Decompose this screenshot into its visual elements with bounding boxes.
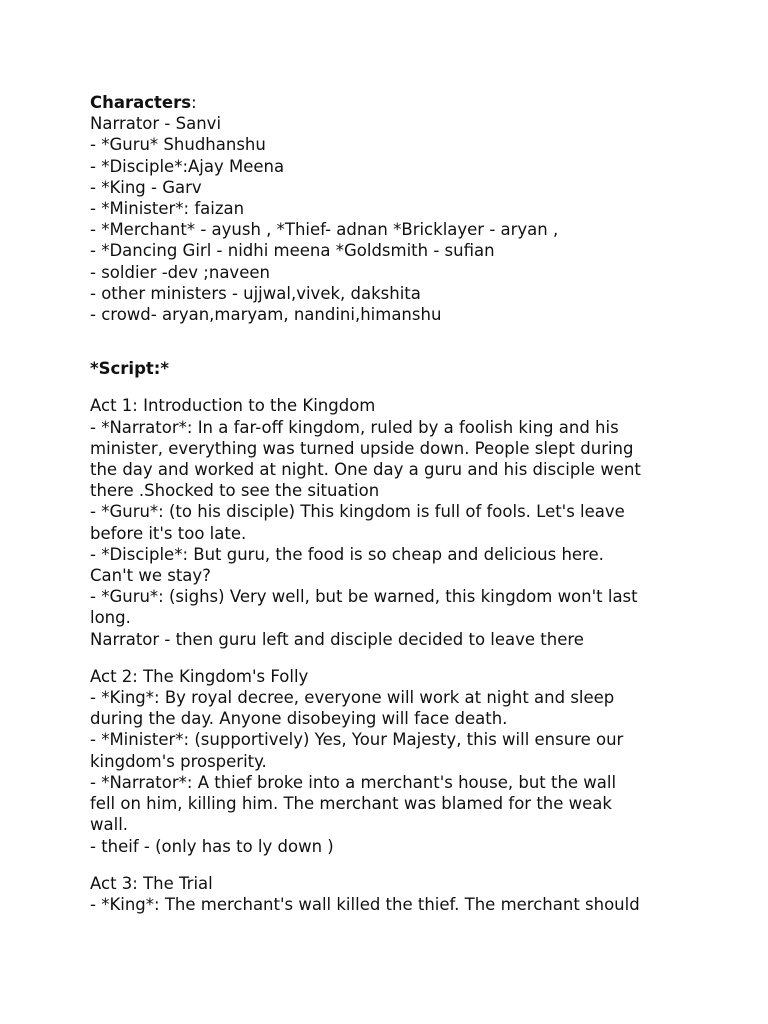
characters-heading-colon: : <box>191 93 197 112</box>
script-line: fell on him, killing him. The merchant was blamed for the weak <box>90 794 612 814</box>
script-line: minister, everything was turned upside down. People slept during <box>90 438 634 458</box>
document-page <box>90 92 750 915</box>
script-line: - *Guru*: (sighs) Very well, but be warned, this kingdom won't last <box>90 587 638 607</box>
act-2-title: Act 2: The Kingdom's Folly <box>90 666 309 686</box>
script-line: kingdom's prosperity. <box>90 751 267 771</box>
spacer <box>90 650 750 666</box>
script-line: - *King*: The merchant's wall killed the thief. The merchant should <box>90 894 640 914</box>
script-line: - *Disciple*: But guru, the food is so cheap and delicious here. <box>90 544 604 564</box>
character-line: - *Merchant* - ayush , *Thief- adnan *Bricklayer - aryan , <box>90 220 559 240</box>
act-3-section <box>90 873 750 915</box>
script-line: before it's too late. <box>90 523 247 543</box>
script-heading: *Script:* <box>90 359 170 379</box>
script-line: - *King*: By royal decree, everyone will work at night and sleep <box>90 688 615 708</box>
script-line: - theif - (only has to ly down ) <box>90 836 334 856</box>
spacer <box>90 325 750 358</box>
act-3-title: Act 3: The Trial <box>90 873 213 893</box>
act-1-title: Act 1: Introduction to the Kingdom <box>90 396 376 416</box>
act-1-section <box>90 395 750 649</box>
characters-heading: Characters <box>90 93 192 112</box>
character-line: - *Disciple*:Ajay Meena <box>90 156 285 176</box>
script-line: there .Shocked to see the situation <box>90 481 380 501</box>
character-line: - *Dancing Girl - nidhi meena *Goldsmith - sufian <box>90 241 495 261</box>
script-line: during the day. Anyone disobeying will face death. <box>90 709 508 729</box>
script-line: - *Narrator*: A thief broke into a merchant's house, but the wall <box>90 772 617 792</box>
script-line: the day and worked at night. One day a guru and his disciple went <box>90 460 641 480</box>
script-line: - *Narrator*: In a far-off kingdom, ruled by a foolish king and his <box>90 417 619 437</box>
character-line: - soldier -dev ;naveen <box>90 262 270 282</box>
script-line: - *Guru*: (to his disciple) This kingdom is full of fools. Let's leave <box>90 502 625 522</box>
characters-heading-row <box>90 92 750 113</box>
character-line: - *King - Garv <box>90 177 202 197</box>
spacer <box>90 379 750 395</box>
spacer <box>90 857 750 873</box>
script-line: Narrator - then guru left and disciple decided to leave there <box>90 629 584 649</box>
character-line: Narrator - Sanvi <box>90 114 222 134</box>
script-line: long. <box>90 608 131 628</box>
character-line: - other ministers - ujjwal,vivek, dakshita <box>90 283 421 303</box>
character-line: - crowd- aryan,maryam, nandini,himanshu <box>90 305 442 325</box>
character-line: - *Minister*: faizan <box>90 199 245 219</box>
act-2-section <box>90 666 750 857</box>
script-line: - *Minister*: (supportively) Yes, Your Majesty, this will ensure our <box>90 730 624 750</box>
script-line: Can't we stay? <box>90 566 211 586</box>
script-line: wall. <box>90 815 129 835</box>
character-line: - *Guru* Shudhanshu <box>90 135 266 155</box>
characters-list <box>90 113 750 325</box>
